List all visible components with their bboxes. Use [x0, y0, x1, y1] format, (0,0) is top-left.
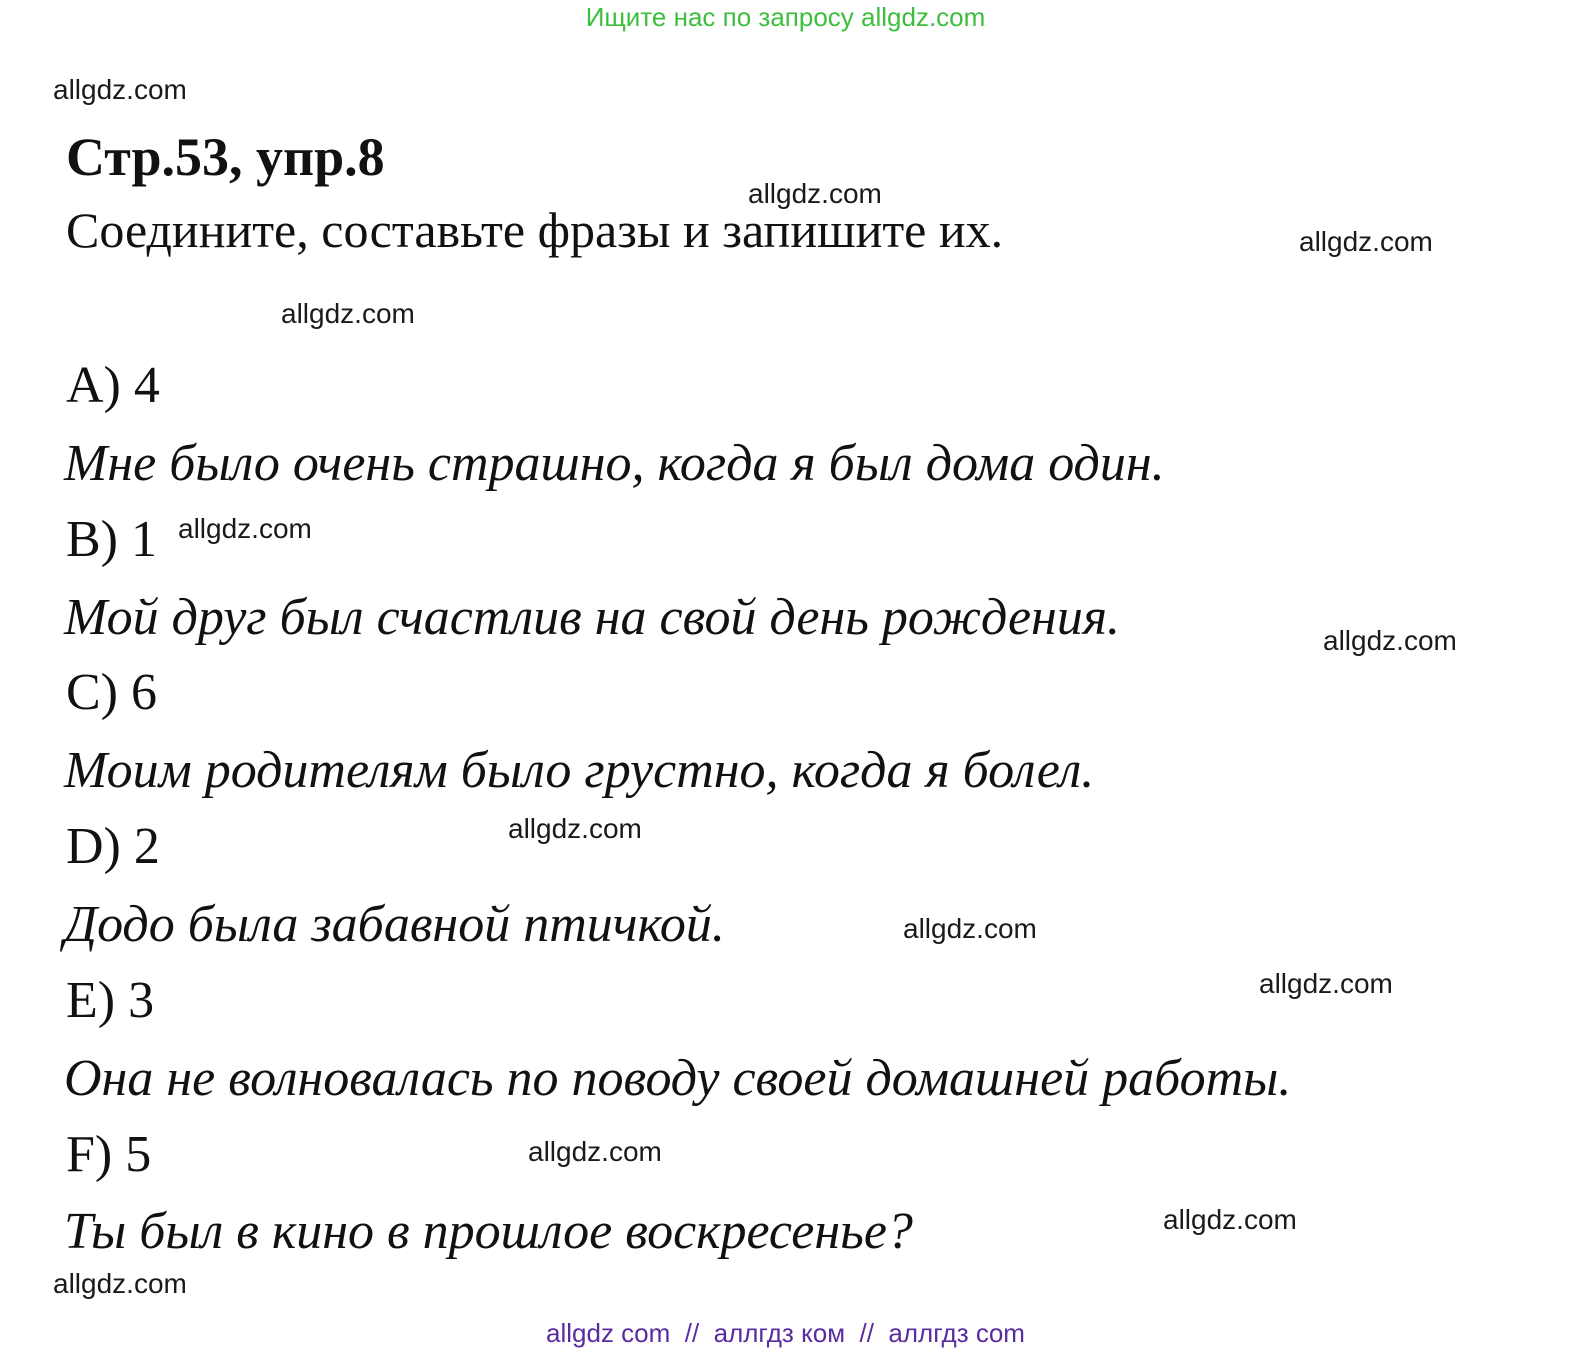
answer-phrase-f: Ты был в кино в прошлое воскресенье?	[64, 1203, 913, 1260]
footer-links: allgdz com // аллгдз ком // аллгдз com	[546, 1318, 1025, 1348]
watermark: allgdz.com	[1163, 1204, 1297, 1235]
answer-phrase-d: Додо была забавной птичкой.	[64, 896, 725, 953]
answer-label-d: D) 2	[66, 818, 160, 875]
watermark: allgdz.com	[1259, 968, 1393, 999]
answer-label-c: C) 6	[66, 664, 157, 721]
answer-phrase-b: Мой друг был счастлив на свой день рождения.	[64, 589, 1120, 646]
answer-label-b: B) 1	[66, 511, 157, 568]
watermark: allgdz.com	[281, 298, 415, 329]
task-instruction: Соедините, составьте фразы и запишите их.	[66, 202, 1004, 258]
answer-label-f: F) 5	[66, 1126, 152, 1183]
answer-phrase-a: Мне было очень страшно, когда я был дома один.	[64, 435, 1165, 492]
answer-label-a: A) 4	[66, 357, 160, 414]
watermark: allgdz.com	[1323, 625, 1457, 656]
watermark: allgdz.com	[53, 1268, 187, 1299]
answer-label-e: E) 3	[66, 972, 155, 1029]
answer-phrase-e: Она не волновалась по поводу своей домашней работы.	[64, 1050, 1292, 1107]
watermark: allgdz.com	[903, 913, 1037, 944]
watermark: allgdz.com	[748, 178, 882, 209]
top-banner: Ищите нас по запросу allgdz.com	[585, 2, 986, 32]
answer-phrase-c: Моим родителям было грустно, когда я болел.	[64, 742, 1095, 799]
watermark: allgdz.com	[178, 513, 312, 544]
page-title: Стр.53, упр.8	[66, 127, 385, 187]
watermark: allgdz.com	[53, 74, 187, 105]
watermark: allgdz.com	[1299, 226, 1433, 257]
watermark: allgdz.com	[508, 813, 642, 844]
watermark: allgdz.com	[528, 1136, 662, 1167]
